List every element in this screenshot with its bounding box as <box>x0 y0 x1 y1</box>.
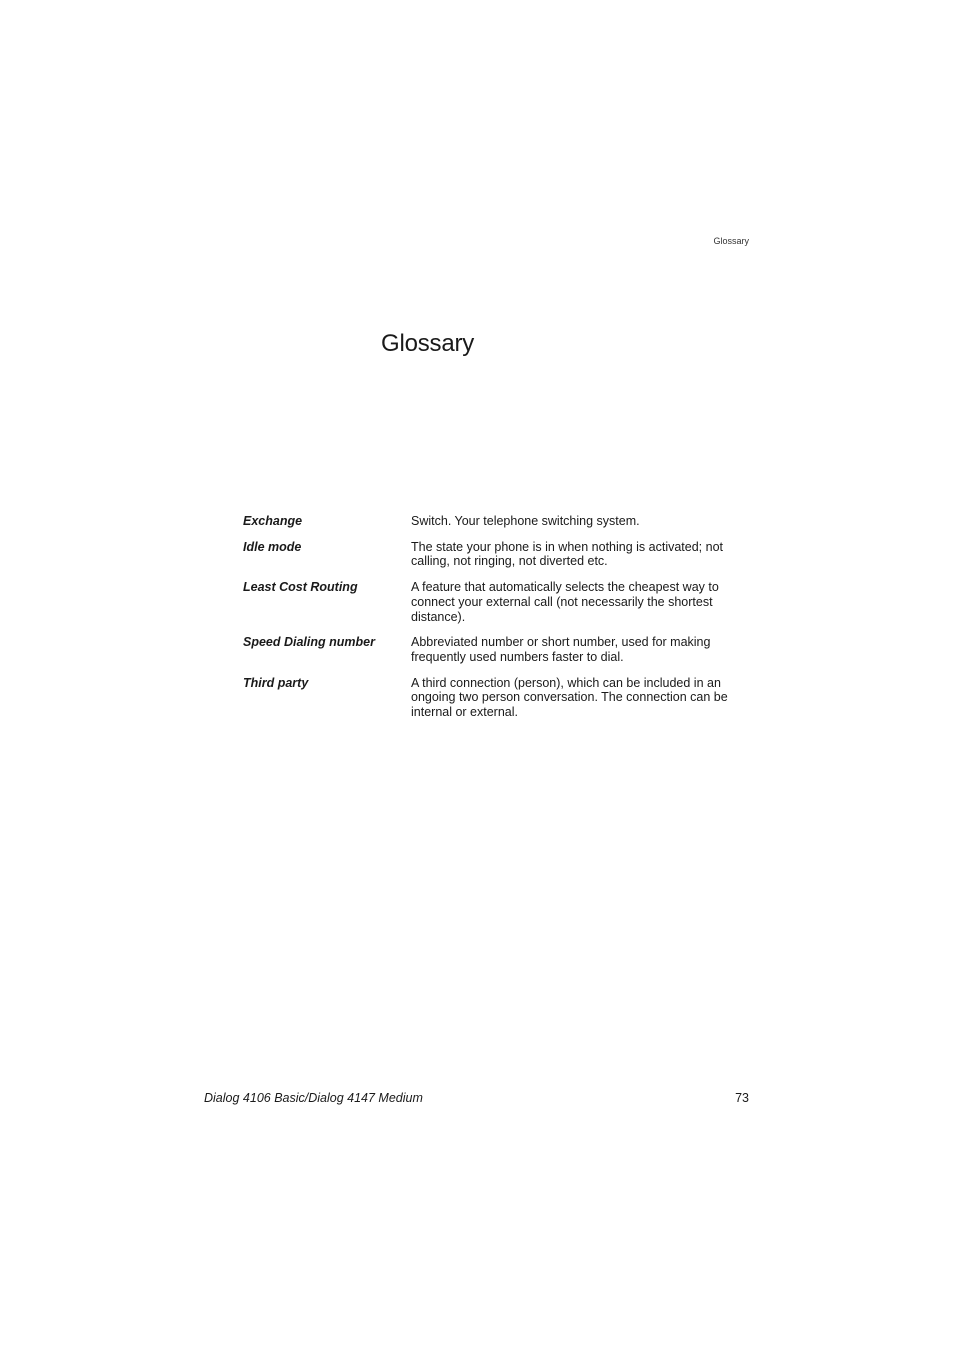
glossary-term: Speed Dialing number <box>243 635 375 650</box>
glossary-definition: A third connection (person), which can be included in an ongoing two person conversation. The connection can be internal or external. <box>411 675 728 720</box>
glossary-definition: Abbreviated number or short number, used for making frequently used numbers faster to dial. <box>411 635 711 664</box>
footer-page-number: 73 <box>735 1091 749 1105</box>
glossary-definition: Switch. Your telephone switching system. <box>411 514 640 528</box>
glossary-term: Least Cost Routing <box>243 580 358 595</box>
glossary-list <box>243 514 753 731</box>
glossary-term: Idle mode <box>243 539 302 554</box>
glossary-entry <box>243 540 753 569</box>
footer-document-title: Dialog 4106 Basic/Dialog 4147 Medium <box>204 1091 423 1105</box>
glossary-entry <box>243 676 753 720</box>
glossary-entry <box>243 514 753 529</box>
glossary-definition: A feature that automatically selects the cheapest way to connect your external call (not necessarily the shortest distance). <box>411 580 719 624</box>
glossary-definition: The state your phone is in when nothing is activated; not calling, not ringing, not diverted etc. <box>411 539 723 569</box>
glossary-term: Exchange <box>243 514 303 528</box>
page-title: Glossary <box>381 330 475 357</box>
running-header: Glossary <box>713 236 749 246</box>
glossary-entry <box>243 580 753 624</box>
glossary-term: Third party <box>243 675 309 690</box>
glossary-entry <box>243 635 753 664</box>
